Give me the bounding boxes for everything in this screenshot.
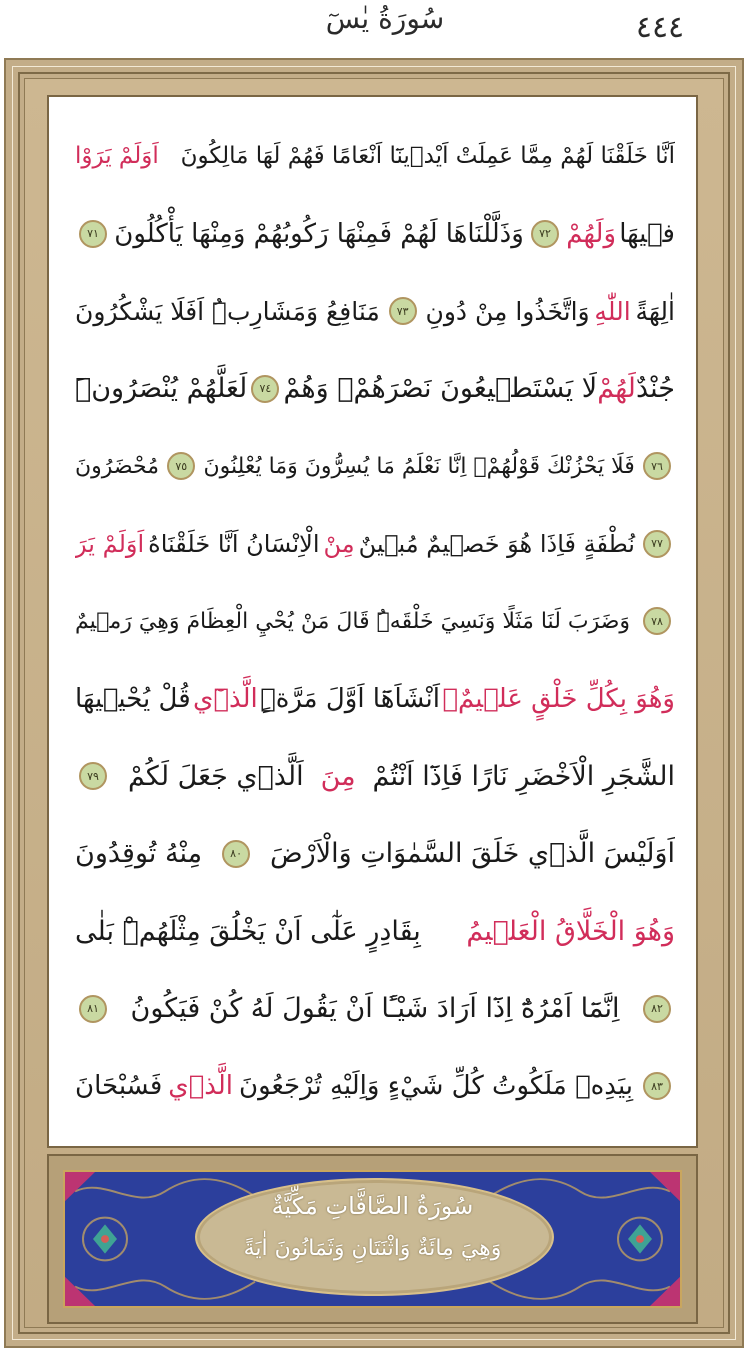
verse-text: جُنْدٌ bbox=[635, 373, 675, 404]
verse-text: وَضَرَبَ لَنَا مَثَلًا وَنَسِيَ خَلْقَهُۜ قَالَ مَنْ يُحْيِ الْعِظَامَ وَهِيَ رَم۪يمٌ bbox=[75, 608, 631, 634]
verse-line bbox=[75, 586, 675, 656]
verse-text: مُحْضَرُونَ bbox=[75, 453, 159, 479]
verse-text: بِيَدِه۪ مَلَكُوتُ كُلِّ شَيْءٍ وَاِلَيْهِ تُرْجَعُونَ bbox=[238, 1071, 634, 1101]
verse-text-highlight: اَوَلَمْ يَرَوْا bbox=[75, 143, 159, 169]
verse-line bbox=[75, 664, 675, 734]
surah-header-title: سُورَةُ يٰسٓ bbox=[325, 2, 445, 35]
ayah-number-marker: ٧٨ bbox=[643, 607, 671, 635]
verse-line bbox=[75, 819, 675, 889]
verse-text-highlight: مِنْ bbox=[323, 529, 355, 558]
verse-text: لَا يَسْتَط۪يعُونَ نَصْرَهُمْۙ وَهُمْ bbox=[283, 373, 598, 404]
ayah-number-marker: ٧٩ bbox=[79, 762, 107, 790]
verse-text: الشَّجَرِ الْاَخْضَرِ نَارًا فَاِذَٓا اَنْتُمْ bbox=[372, 760, 675, 792]
ayah-number-marker: ٧٦ bbox=[643, 452, 671, 480]
verse-text: نُطْفَةٍ فَاِذَا هُوَ خَص۪يمٌ مُب۪ينٌ bbox=[358, 529, 635, 558]
next-surah-title: سُورَةُ الصَّافَّاتِ مَكِّيَّةٌ bbox=[271, 1192, 474, 1220]
verse-text: اَوَلَيْسَ الَّذ۪ي خَلَقَ السَّمٰوَاتِ وَالْاَرْضَ bbox=[270, 838, 675, 869]
verse-text: اَنَّا خَلَقْنَا لَهُمْ مِمَّا عَمِلَتْ اَيْد۪ينَٓا اَنْعَامًا فَهُمْ لَهَا مَالِكُونَ bbox=[180, 143, 675, 169]
verse-text-highlight: الَّذ۪ٓي bbox=[193, 683, 258, 714]
ayah-number-marker: ٨٢ bbox=[643, 995, 671, 1023]
ayah-number-marker: ٧١ bbox=[79, 220, 107, 248]
verse-text: لَعَلَّهُمْ يُنْصَرُونَۜ bbox=[75, 373, 248, 404]
ayah-number-marker: ٨١ bbox=[79, 995, 107, 1023]
page-frame bbox=[4, 58, 744, 1348]
verse-text-highlight: الَّذ۪ي bbox=[168, 1071, 234, 1101]
verse-text: ف۪يهَا bbox=[619, 218, 675, 249]
verse-text: فَسُبْحَانَ bbox=[75, 1071, 163, 1101]
verse-text: وَذَلَّلْنَاهَا لَهُمْ فَمِنْهَا رَكُوبُهُمْ وَمِنْهَا يَأْكُلُونَ bbox=[114, 218, 524, 249]
verse-line bbox=[75, 121, 675, 191]
page-number: ٤٤٤ bbox=[635, 10, 685, 45]
verse-text-highlight: وَهُوَ بِكُلِّ خَلْقٍ عَل۪يمٌۙ bbox=[442, 683, 675, 714]
verse-text: قُلْ يُحْي۪يهَا bbox=[75, 683, 191, 714]
verse-line bbox=[75, 276, 675, 346]
verse-line bbox=[75, 896, 675, 966]
verse-line bbox=[75, 1051, 675, 1121]
verse-text: الْاِنْسَانُ اَنَّا خَلَقْنَاهُ bbox=[148, 529, 320, 558]
verse-text: مَنَافِعُ وَمَشَارِبُۜ اَفَلَا يَشْكُرُونَ bbox=[75, 296, 380, 326]
ayah-number-marker: ٧٥ bbox=[167, 452, 195, 480]
ayah-number-marker: ٧٣ bbox=[389, 297, 417, 325]
ayah-number-marker: ٨٠ bbox=[222, 840, 250, 868]
verse-text-highlight: وَلَهُمْ bbox=[566, 218, 616, 249]
next-surah-banner bbox=[47, 1154, 698, 1324]
verse-text-highlight: لَهُمْ bbox=[597, 373, 636, 404]
ayah-number-marker: ٧٧ bbox=[643, 530, 671, 558]
ayah-number-marker: ٧٤ bbox=[251, 375, 279, 403]
verse-line bbox=[75, 354, 675, 424]
verse-line bbox=[75, 741, 675, 811]
verse-text: مِنْهُ تُوقِدُونَ bbox=[75, 838, 203, 869]
verse-text-highlight: وَهُوَ الْخَلَّاقُ الْعَل۪يمُ bbox=[466, 915, 675, 947]
page-header bbox=[0, 0, 750, 56]
verse-line bbox=[75, 431, 675, 501]
verse-text: وَاتَّخَذُوا مِنْ دُونِ bbox=[425, 296, 590, 326]
verse-text-highlight: اللّٰهِ bbox=[594, 296, 631, 326]
ayah-number-marker: ٨٣ bbox=[643, 1072, 671, 1100]
verse-text: بِقَادِرٍ عَلٰٓى اَنْ يَخْلُقَ مِثْلَهُمْۜ بَلٰى bbox=[75, 915, 421, 947]
verse-line bbox=[75, 199, 675, 269]
ayah-number-marker: ٧٢ bbox=[531, 220, 559, 248]
verse-text-highlight: اَوَلَمْ يَرَ bbox=[75, 529, 145, 558]
verse-text: اَلَّذ۪ي جَعَلَ لَكُمْ bbox=[127, 760, 304, 792]
verse-text-panel bbox=[47, 95, 698, 1148]
verse-line bbox=[75, 509, 675, 579]
verse-text: اَنْشَاَهَٓا اَوَّلَ مَرَّةٍۜ bbox=[260, 683, 441, 714]
verse-line bbox=[75, 974, 675, 1044]
verse-text: اٰلِهَةً bbox=[635, 296, 675, 326]
next-surah-verse-count: وَهِيَ مِائَةٌ وَاثْنَتَانِ وَثَمَانُونَ اٰيَةً bbox=[243, 1236, 502, 1261]
verse-text: فَلَا يَحْزُنْكَ قَوْلُهُمْۢ اِنَّا نَعْلَمُ مَا يُسِرُّونَ وَمَا يُعْلِنُونَ bbox=[203, 453, 635, 479]
banner-illumination bbox=[63, 1170, 682, 1308]
verse-text-highlight: مِنَ bbox=[320, 760, 356, 792]
verse-text: اِنَّمَٓا اَمْرُهُٓ اِذَٓا اَرَادَ شَيْـًٔا اَنْ يَقُولَ لَهُ كُنْ فَيَكُونُ bbox=[130, 993, 620, 1024]
